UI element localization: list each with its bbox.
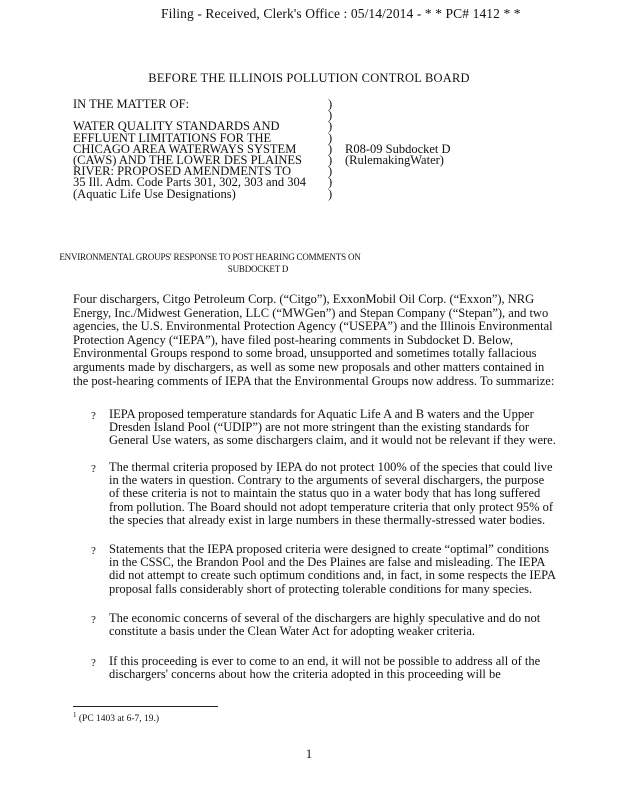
caption-paren: ) (328, 186, 333, 201)
caption-paren: ) (328, 141, 333, 156)
intro-line: the post-hearing comments of IEPA that the Environmental Groups now address. To summarize: (73, 373, 555, 388)
caption-paren: ) (328, 97, 333, 111)
bullet-marker: ? (91, 463, 96, 475)
caption-paren: ) (328, 152, 333, 167)
caption-left: EFFLUENT LIMITATIONS FOR THE (73, 130, 272, 145)
caption-left: WATER QUALITY STANDARDS AND (73, 119, 280, 134)
bullet-line: dischargers' concerns about how the criteria adopted in this proceeding will be (109, 667, 501, 682)
bullet-marker: ? (91, 614, 96, 626)
caption-left: CHICAGO AREA WATERWAYS SYSTEM (73, 141, 297, 156)
rulemaking-type: (RulemakingWater) (345, 152, 444, 167)
intro-paragraph (73, 293, 618, 388)
intro-line: Protection Agency (“IEPA”), have filed post-hearing comments in Subdocket D. Below, (73, 332, 513, 347)
bullet-line: constitute a basis under the Clean Water Act for adopting weaker criteria. (109, 624, 475, 639)
filing-stamp: Filing - Received, Clerk's Office : 05/14/2014 - * * PC# 1412 * * (161, 6, 521, 21)
bullet-marker: ? (91, 410, 96, 422)
bullet-line: The economic concerns of several of the dischargers are highly speculative and do not (109, 611, 541, 625)
bullet-item (109, 655, 540, 681)
bullet-item (109, 461, 553, 527)
footnote-text: (PC 1403 at 6-7, 19.) (78, 714, 160, 725)
docket-number: R08-09 Subdocket D (345, 141, 451, 156)
bullet-line: in the waters in question. Contrary to the arguments of several dischargers, the purpose (109, 473, 545, 488)
response-title (0, 251, 420, 275)
bullet-line: If this proceeding is ever to come to an end, it will not be possible to address all of the (109, 654, 541, 668)
bullet-item (109, 612, 540, 638)
bullet-line: from pollution. The Board should not adopt temperature criteria that only protect 95% of (109, 499, 554, 514)
footnote-divider (73, 706, 218, 707)
caption-left: 35 Ill. Adm. Code Parts 301, 302, 303 and 304 (73, 175, 306, 190)
bullet-line: proposal falls considerably short of protecting tolerable conditions for many species. (109, 581, 533, 596)
footnote (73, 711, 159, 724)
caption-left: RIVER: PROPOSED AMENDMENTS TO (73, 164, 291, 179)
bullet-marker: ? (91, 657, 96, 669)
caption-paren: ) (328, 175, 333, 190)
bullet-line: the species that already exist in large numbers in these thermally-stressed water bodies. (109, 512, 546, 527)
intro-line: Energy, Inc./Midwest Generation, LLC (“MWGen”) and Stepan Company (“Stepan”), and two (73, 305, 549, 320)
bullet-line: of these criteria is not to maintain the status quo in a water body that has long suffered (109, 486, 541, 501)
caption-paren: ) (328, 164, 333, 179)
caption-left: IN THE MATTER OF: (73, 97, 190, 111)
intro-line: Four dischargers, Citgo Petroleum Corp. (“Citgo”), ExxonMobil Oil Corp. (“Exxon”), NRG (73, 292, 535, 306)
bullet-line: Dresden Island Pool (“UDIP”) are not more stringent than the existing standards for (109, 420, 530, 435)
caption-left: (Aquatic Life Use Designations) (73, 186, 236, 201)
bullet-item (109, 543, 556, 596)
bullet-line: The thermal criteria proposed by IEPA do not protect 100% of the species that could live (109, 460, 553, 474)
intro-line: Environmental Groups respond to some broad, unsupported and sometimes totally fallacious (73, 346, 537, 361)
intro-line: arguments made by dischargers, as well as some new proposals and other matters contained in (73, 359, 545, 374)
footnote-marker: 1 (73, 711, 77, 719)
response-title-line1: ENVIRONMENTAL GROUPS' RESPONSE TO POST HEARING COMMENTS ON (59, 252, 361, 262)
bullet-item (109, 408, 556, 448)
caption-paren: ) (328, 119, 333, 134)
bullet-line: Statements that the IEPA proposed criteria were designed to create “optimal” conditions (109, 542, 550, 556)
bullet-line: in the CSSC, the Brandon Pool and the Des Plaines are false and misleading. The IEPA (109, 555, 546, 570)
intro-line: agencies, the U.S. Environmental Protection Agency (“USEPA”) and the Illinois Environmental (73, 319, 553, 334)
page-number: 1 (305, 747, 313, 761)
bullet-line: General Use waters, as some dischargers claim, and it would not be relevant if they were. (109, 433, 556, 448)
board-title: BEFORE THE ILLINOIS POLLUTION CONTROL BOARD (148, 71, 470, 85)
bullet-line: did not attempt to create such optimum conditions and, in fact, in some respects the IEPA (109, 568, 557, 583)
caption-left: (CAWS) AND THE LOWER DES PLAINES (73, 152, 302, 167)
caption-paren: ) (328, 130, 333, 145)
bullet-marker: ? (91, 545, 96, 557)
bullet-line: IEPA proposed temperature standards for Aquatic Life A and B waters and the Upper (109, 407, 534, 421)
caption-paren: ) (328, 108, 333, 123)
response-title-line2: SUBDOCKET D (227, 264, 289, 274)
